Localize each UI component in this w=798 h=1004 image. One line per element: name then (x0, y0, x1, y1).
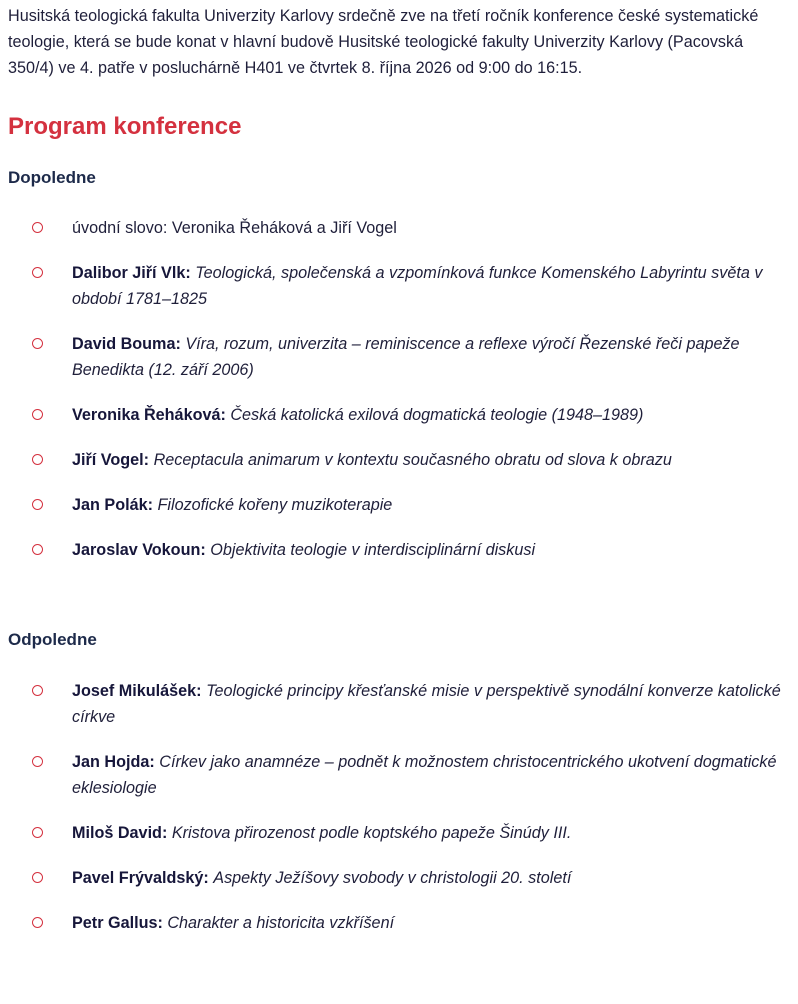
program-item (8, 820, 792, 846)
program-item-text: úvodní slovo: Veronika Řeháková a Jiří Vogel (72, 219, 397, 237)
talk-title: Charakter a historicita vzkříšení (167, 914, 395, 932)
circle-bullet-icon (32, 454, 43, 465)
program-item (8, 447, 792, 473)
circle-bullet-icon (32, 917, 43, 928)
talk-title: Filozofické kořeny muzikoterapie (157, 496, 393, 514)
speaker-name: Jan Polák: (72, 496, 153, 514)
circle-bullet-icon (32, 499, 43, 510)
talk-title: Kristova přirozenost podle koptského papeže Šinúdy III. (171, 824, 572, 842)
program-item (8, 260, 792, 312)
circle-bullet-icon (32, 409, 43, 420)
afternoon-heading: Odpoledne (8, 630, 97, 649)
speaker-name: David Bouma: (72, 335, 181, 353)
speaker-name: Josef Mikulášek: (72, 682, 202, 700)
speaker-name: Jaroslav Vokoun: (72, 541, 206, 559)
circle-bullet-icon (32, 267, 43, 278)
program-item (8, 910, 792, 936)
talk-title: Receptacula animarum v kontextu současného obratu od slova k obrazu (153, 451, 672, 469)
circle-bullet-icon (32, 222, 43, 233)
speaker-name: Miloš David: (72, 824, 168, 842)
program-item (8, 537, 792, 563)
intro-paragraph: Husitská teologická fakulta Univerzity Karlovy srdečně zve na třetí ročník konference české systematické teologie, která se bude konat v hlavní budově Husitské teologické fakulty Univerzity Karlovy (Pacovská 350/4) ve 4. patře v posluchárně H401 ve čtvrtek 8. října 2026 od 9:00 do 16:15. (8, 7, 759, 77)
program-item (8, 492, 792, 518)
program-heading: Program konference (8, 113, 242, 140)
morning-heading: Dopoledne (8, 168, 96, 187)
circle-bullet-icon (32, 544, 43, 555)
speaker-name: Dalibor Jiří Vlk: (72, 264, 191, 282)
speaker-name: Petr Gallus: (72, 914, 163, 932)
speaker-name: Pavel Frývaldský: (72, 869, 209, 887)
speaker-name: Jiří Vogel: (72, 451, 150, 469)
afternoon-program-list (8, 678, 792, 936)
talk-title: Aspekty Ježíšovy svobody v christologii 20. století (213, 869, 572, 887)
circle-bullet-icon (32, 827, 43, 838)
speaker-name: Veronika Řeháková: (72, 406, 226, 424)
program-item (8, 749, 792, 801)
talk-title: Objektivita teologie v interdisciplinární diskusi (210, 541, 536, 559)
circle-bullet-icon (32, 685, 43, 696)
circle-bullet-icon (32, 872, 43, 883)
program-item (8, 402, 792, 428)
morning-program-list (8, 215, 792, 563)
speaker-name: Jan Hojda: (72, 753, 155, 771)
talk-title: Víra, rozum, univerzita – reminiscence a reflexe výročí Řezenské řeči papeže Benedikta (12. září 2006) (72, 335, 740, 379)
program-item (8, 331, 792, 383)
circle-bullet-icon (32, 338, 43, 349)
program-item (8, 215, 792, 241)
circle-bullet-icon (32, 756, 43, 767)
program-item (8, 678, 792, 730)
talk-title: Teologická, společenská a vzpomínková funkce Komenského Labyrintu světa v období 1781–1825 (72, 264, 763, 308)
talk-title: Církev jako anamnéze – podnět k možnostem christocentrického ukotvení dogmatické eklesiologie (72, 753, 777, 797)
talk-title: Česká katolická exilová dogmatická teologie (1948–1989) (230, 406, 644, 424)
program-item (8, 865, 792, 891)
talk-title: Teologické principy křesťanské misie v perspektivě synodální konverze katolické církve (72, 682, 781, 726)
